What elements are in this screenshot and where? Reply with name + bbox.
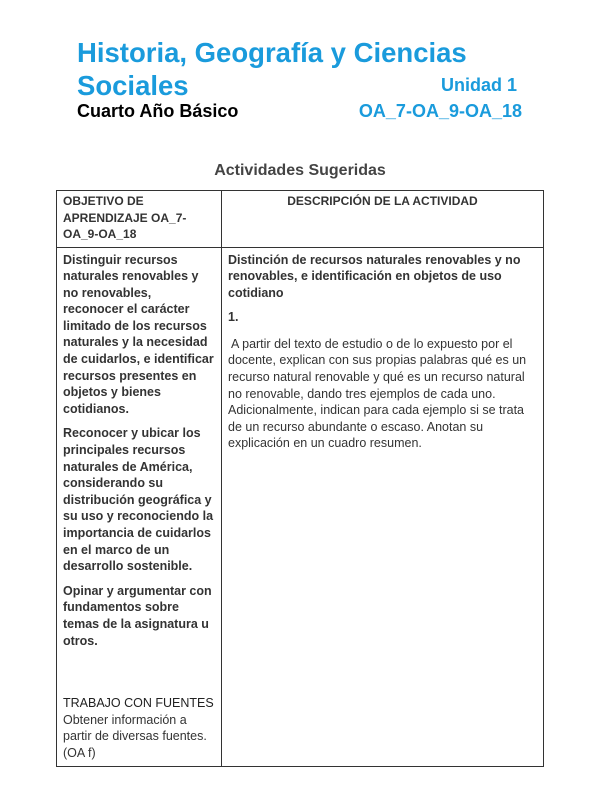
objectives-cell	[57, 247, 222, 766]
unit-label: Unidad 1	[440, 75, 517, 95]
objective-item: Reconocer y ubicar los principales recursos naturales de América, considerando su distribución geográfica y su uso y reconociendo la importancia de cuidarlos en el marco de un desarrollo sostenible.	[63, 426, 214, 574]
activity-number: 1.	[228, 310, 239, 325]
page-title: Historia, Geografía y Ciencias Sociales	[77, 37, 467, 101]
oa-codes: OA_7-OA_9-OA_18	[358, 101, 522, 121]
activity-cell	[222, 247, 544, 766]
table-header-row	[57, 191, 544, 248]
fuentes-text: Obtener información a partir de diversas fuentes. (OA f)	[63, 712, 207, 760]
activity-description: A partir del texto de estudio o de lo expuesto por el docente, explican con sus propias palabras qué es un recurso natural renovable y qué es un recurso natural no renovable, dando tres ejemplos de cada uno. Adicionalmente, indican para cada ejemplo si se trata de un recurso abundante o escaso. Anotan su explicación en un cuadro resumen.	[228, 336, 527, 451]
activity-title: Distinción de recursos naturales renovables y no renovables, e identificación en objetos de uso cotidiano	[228, 252, 521, 300]
objective-column-header: OBJETIVO DE APRENDIZAJE OA_7-OA_9-OA_18	[57, 191, 222, 248]
fuentes-title: TRABAJO CON FUENTES	[63, 696, 214, 711]
grade-label: Cuarto Año Básico	[77, 101, 239, 121]
table-row	[57, 247, 544, 766]
objective-item: Distinguir recursos naturales renovables y no renovables, reconocer el carácter limitado de los recursos naturales y la necesidad de cuidarlos, e identificar recursos presentes en objetos y bienes cotidianos.	[63, 252, 214, 416]
section-title: Actividades Sugeridas	[214, 162, 386, 179]
activities-table	[56, 190, 544, 767]
objective-item: Opinar y argumentar con fundamentos sobre temas de la asignatura u otros.	[63, 583, 212, 648]
description-column-header: DESCRIPCIÓN DE LA ACTIVIDAD	[222, 191, 544, 248]
